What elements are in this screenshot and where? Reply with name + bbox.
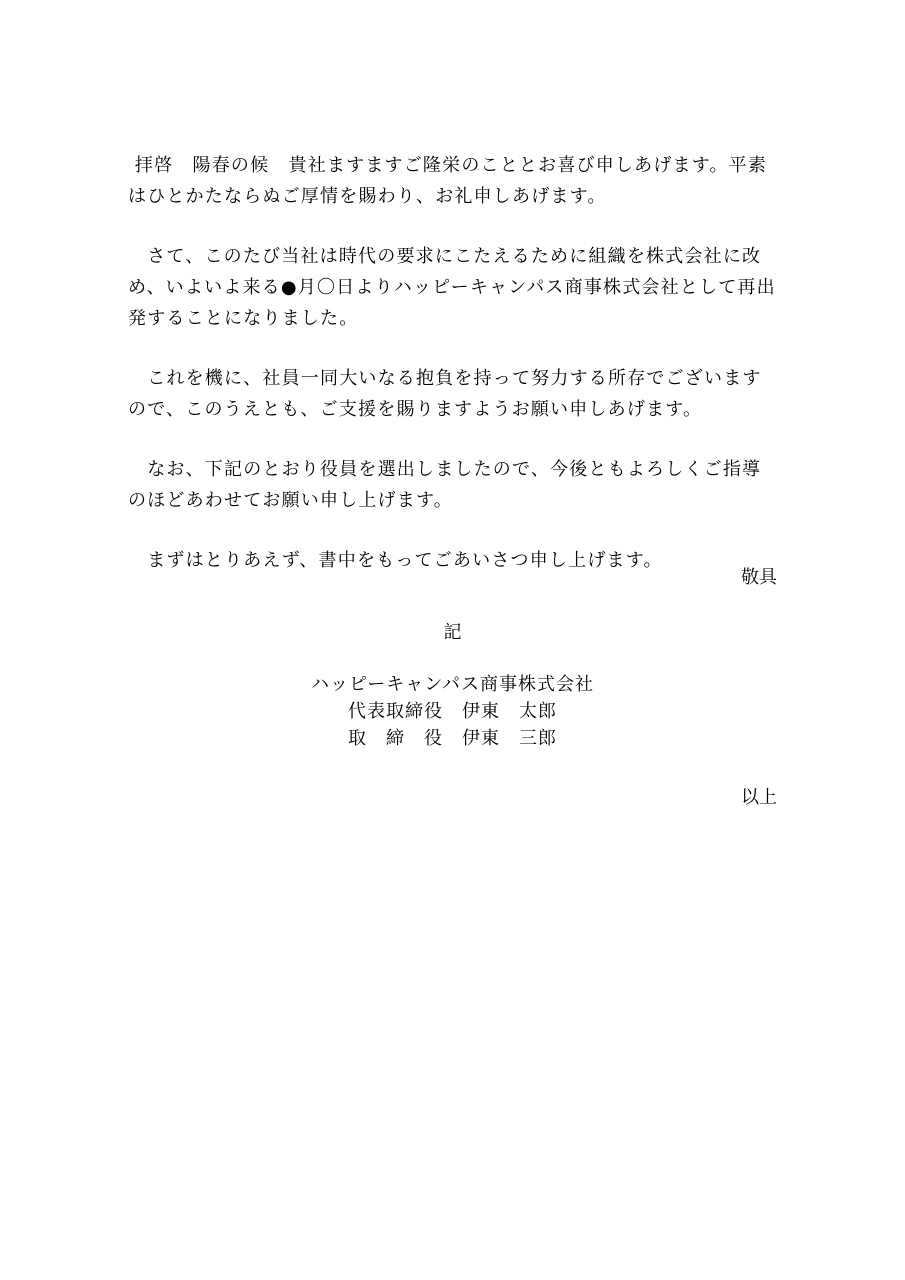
officers-paragraph: なお、下記のとおり役員を選出しましたので、今後ともよろしくご指導のほどあわせてお願い申し上げます。 (128, 459, 762, 511)
letter-body (128, 150, 778, 605)
ki-heading: 記 (443, 622, 462, 643)
closing-paragraph: まずはとりあえず、書中をもってごあいさつ申し上げます。 (128, 550, 663, 571)
officer-line-representative: 代表取締役 伊東 太郎 (348, 701, 557, 722)
company-name: ハッピーキャンパス商事株式会社 (310, 674, 595, 695)
signature-block (0, 671, 905, 752)
officer-line-director: 取 締 役 伊東 三郎 (348, 728, 557, 749)
closing-word: 敬具 (741, 567, 777, 588)
greeting-paragraph: 拝啓 陽春の候 貴社ますますご隆栄のこととお喜び申しあげます。平素はひとかたならぬご厚情を賜わり、お礼申しあげます。 (128, 155, 768, 207)
end-marker: 以上 (741, 787, 777, 808)
announcement-paragraph: さて、このたび当社は時代の要求にこたえるために組織を株式会社に改め、いよいよ来る●月〇日よりハッピーキャンパス商事株式会社として再出発することになりました。 (128, 246, 776, 329)
request-paragraph: これを機に、社員一同大いなる抱負を持って努力する所存でございますので、このうえとも、ご支援を賜りますようお願い申しあげます。 (128, 368, 762, 420)
